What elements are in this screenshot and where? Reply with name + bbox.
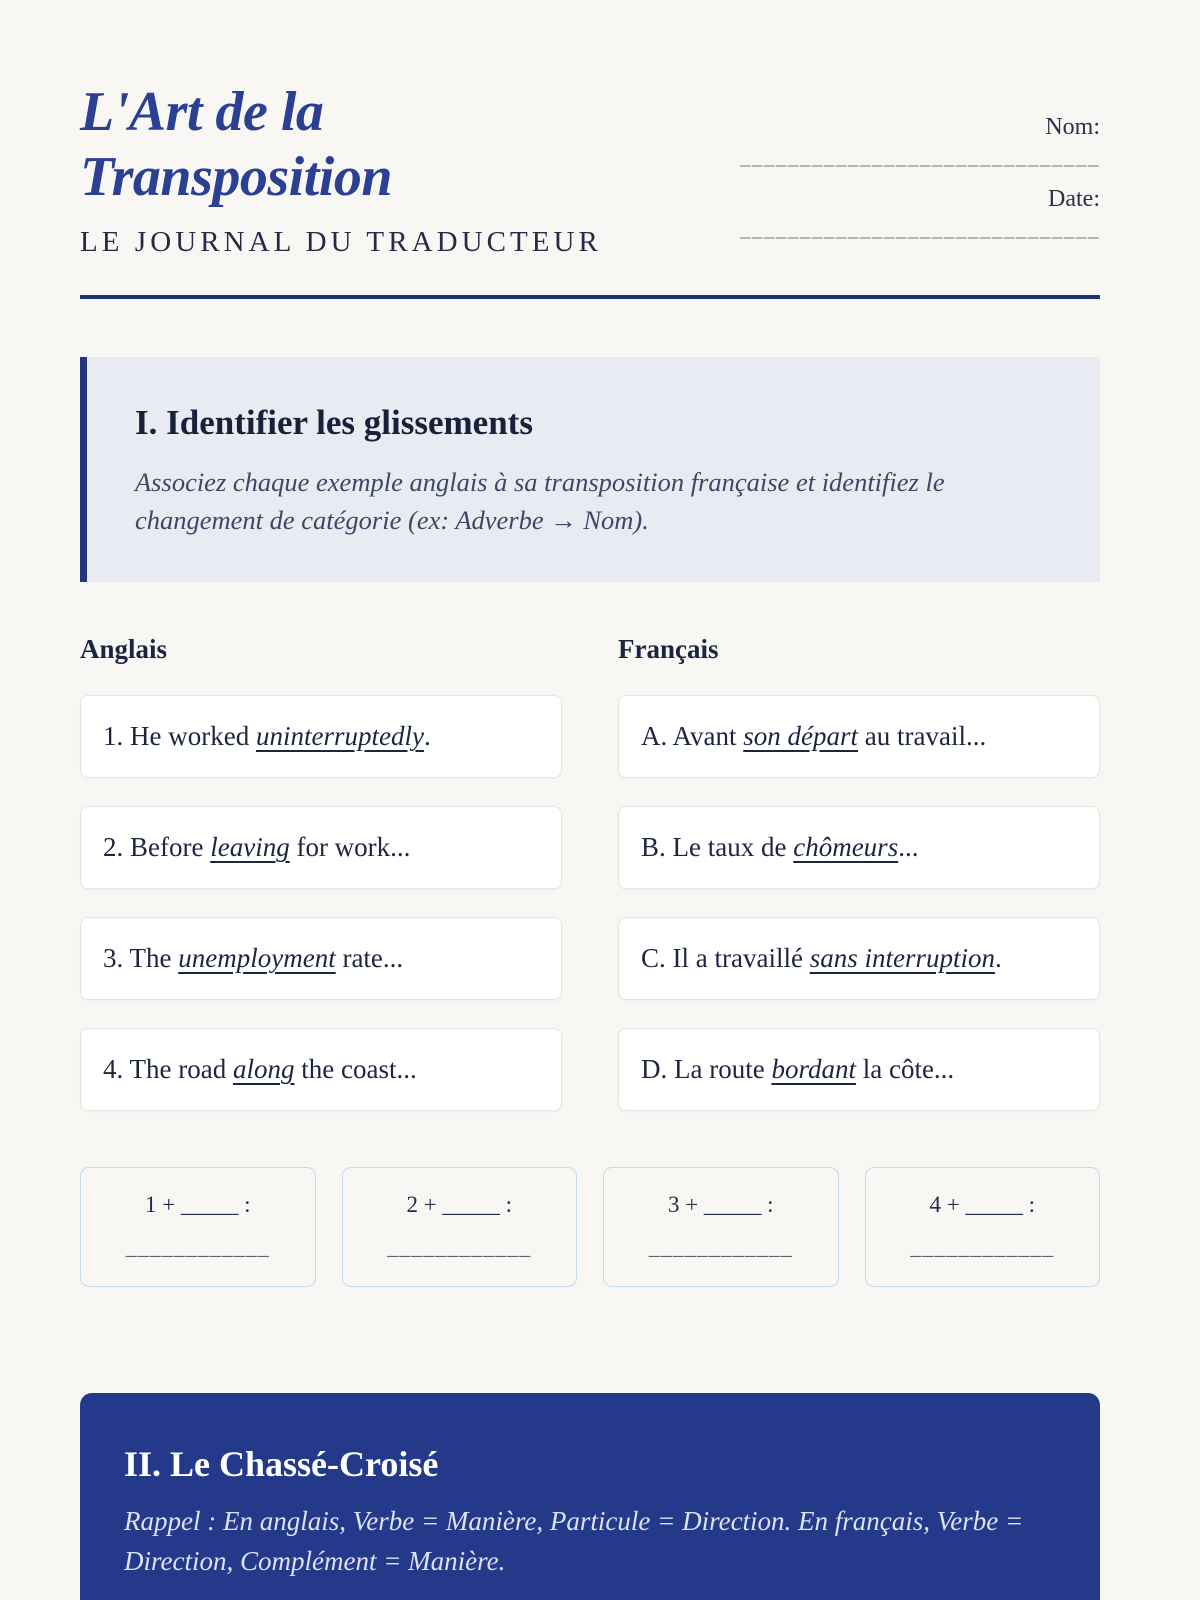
card-french-d xyxy=(618,1028,1100,1111)
card-text: D. La route xyxy=(641,1053,772,1084)
answer-box-4 xyxy=(865,1167,1101,1287)
header-divider xyxy=(80,295,1100,299)
section-1-title: I. Identifier les glissements xyxy=(135,402,533,442)
answer-row xyxy=(80,1167,1100,1287)
card-text: . xyxy=(423,720,431,751)
answer-label: 3 + _____ : xyxy=(667,1191,774,1217)
card-text: B. Le taux de xyxy=(641,831,794,862)
section-2-reminder: Rappel : En anglais, Verbe = Manière, Particule = Direction. En français, Verbe = Direction, Complément = Manière. xyxy=(124,1505,1024,1577)
header-title-block xyxy=(80,80,602,259)
card-text: la côte... xyxy=(855,1053,955,1084)
card-text: ... xyxy=(898,831,919,862)
page-title-line-1: L'Art de la xyxy=(80,81,324,143)
answer-box-3 xyxy=(603,1167,839,1287)
date-label: Date: xyxy=(1048,186,1100,212)
card-english-4 xyxy=(80,1028,562,1111)
answer-label: 4 + _____ : xyxy=(929,1191,1036,1217)
answer-blank-line: ____________ xyxy=(125,1233,270,1259)
card-french-c xyxy=(618,917,1100,1000)
matching-grid xyxy=(80,695,1100,1111)
card-text: A. Avant xyxy=(641,720,744,751)
nom-blank-line: ______________________________ xyxy=(740,145,1100,169)
header xyxy=(80,80,1100,259)
card-text: the coast... xyxy=(294,1053,417,1084)
card-underlined-term: unemployment xyxy=(178,942,336,973)
card-text: for work... xyxy=(289,831,411,862)
date-blank-line: ______________________________ xyxy=(740,217,1100,241)
page-title-line-2: Transposition xyxy=(80,145,392,208)
card-underlined-term: leaving xyxy=(210,831,290,862)
nom-label: Nom: xyxy=(1045,114,1100,140)
card-text: rate... xyxy=(335,942,404,973)
card-underlined-term: uninterruptedly xyxy=(255,720,424,751)
answer-box-2 xyxy=(342,1167,578,1287)
card-text: 3. The xyxy=(103,942,179,973)
card-underlined-term: bordant xyxy=(771,1053,856,1084)
card-text: C. Il a travaillé xyxy=(641,942,810,973)
name-date-block xyxy=(710,80,1100,258)
doc-subtitle: LE JOURNAL DU TRADUCTEUR xyxy=(80,225,602,258)
card-english-3 xyxy=(80,917,562,1000)
column-headers xyxy=(80,634,1100,665)
card-underlined-term: along xyxy=(232,1053,295,1084)
card-french-a xyxy=(618,695,1100,778)
answer-box-1 xyxy=(80,1167,316,1287)
answer-label: 2 + _____ : xyxy=(406,1191,513,1217)
answer-blank-line: ____________ xyxy=(387,1233,532,1259)
card-underlined-term: son départ xyxy=(743,720,858,751)
section-1-panel xyxy=(80,357,1100,582)
answer-label: 1 + _____ : xyxy=(144,1191,251,1217)
card-text: 2. Before xyxy=(103,831,211,862)
section-2-title: II. Le Chassé-Croisé xyxy=(124,1443,439,1484)
column-header-francais: Français xyxy=(618,633,719,664)
page-title xyxy=(80,80,602,210)
column-header-anglais: Anglais xyxy=(80,633,168,664)
card-underlined-term: sans interruption xyxy=(809,942,995,973)
answer-blank-line: ____________ xyxy=(648,1233,793,1259)
card-text: . xyxy=(994,942,1002,973)
card-english-2 xyxy=(80,806,562,889)
card-french-b xyxy=(618,806,1100,889)
section-1-instructions: Associez chaque exemple anglais à sa transposition française et identifiez le changement de catégorie (ex: Adverbe → Nom). xyxy=(135,466,945,536)
card-english-1 xyxy=(80,695,562,778)
answer-blank-line: ____________ xyxy=(910,1233,1055,1259)
card-underlined-term: chômeurs xyxy=(793,831,899,862)
card-text: 4. The road xyxy=(103,1053,233,1084)
card-text: au travail... xyxy=(858,720,987,751)
section-2-panel xyxy=(80,1393,1100,1600)
card-text: 1. He worked xyxy=(103,720,256,751)
